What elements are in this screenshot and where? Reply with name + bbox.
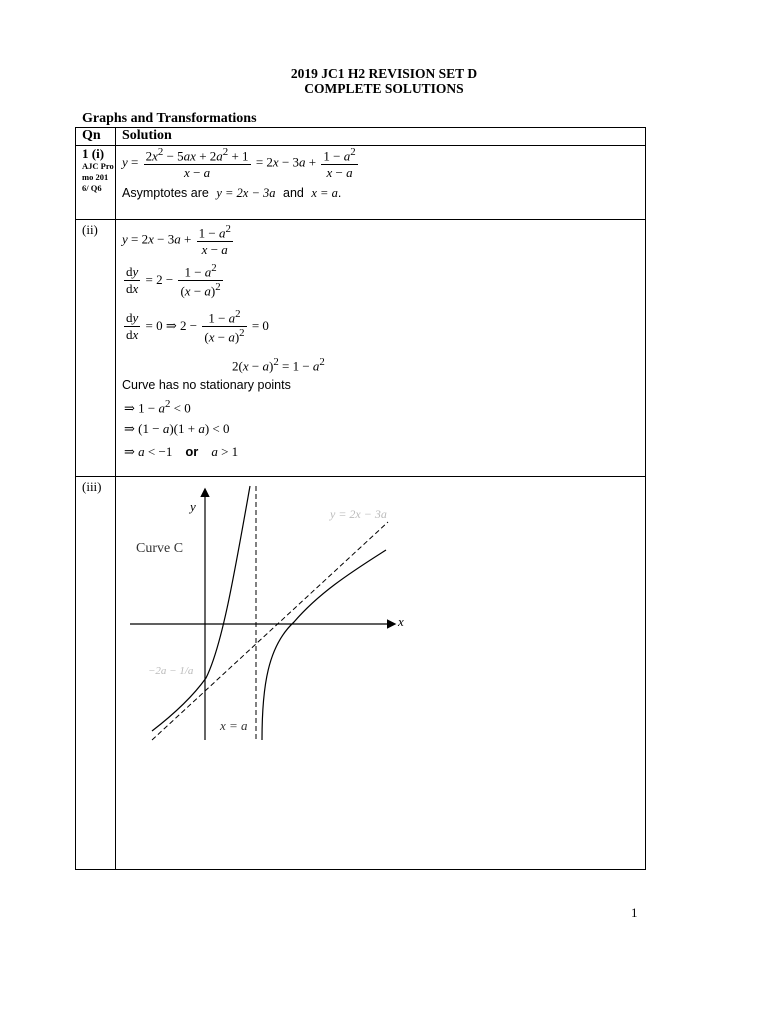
document-subtitle: COMPLETE SOLUTIONS: [304, 81, 464, 96]
curve-label: Curve C: [136, 541, 184, 556]
document-title: 2019 JC1 H2 REVISION SET D: [290, 66, 478, 81]
y-intercept-label: −2a − 1/a: [148, 665, 194, 677]
column-header-solution: Solution: [122, 128, 172, 143]
and-text: and: [283, 186, 304, 200]
inequality-3: ⇒ a < −1 or a > 1: [124, 444, 239, 459]
row-divider: [76, 219, 645, 220]
x-axis-label: x: [398, 614, 404, 629]
no-stationary-statement: Curve has no stationary points: [122, 378, 291, 392]
or-text: or: [185, 444, 199, 459]
oblique-asymptote-line: [152, 522, 388, 740]
section-heading: Graphs and Transformations: [82, 111, 257, 126]
question-number: (iii): [82, 479, 102, 494]
period: .: [337, 186, 342, 200]
asymptote-statement: [122, 186, 341, 201]
equation-derivative: $\frac{dy}{dx}$ = 2 − $\frac{1 - a^2}{(x - a)^2}$: [126, 262, 221, 299]
column-header-qn: Qn: [82, 128, 101, 143]
curve-sketch: [118, 476, 418, 756]
vertical-asymptote-label: x = a: [220, 718, 248, 733]
vertical-asymptote: x = a: [311, 186, 338, 200]
asymptote-text: Asymptotes are: [122, 186, 209, 200]
equation-derivative-zero: $\frac{dy}{dx}$ = 0 ⇒ 2 − $\frac{1 - a^2}{(x - a)^2}$ = 0: [126, 308, 269, 345]
equation-y: y = 2x − 3a + $\frac{1 - a^2}{x - a}$: [122, 223, 231, 258]
question-source: AJC Promo 2016/ Q6: [82, 161, 114, 193]
equation-partial-fraction: y = $\frac{2x^2 - 5ax + 2a^2 + 1}{x - a}$ = 2x − 3a + $\frac{1 - a^2}{x - a}$: [122, 146, 356, 181]
y-axis-label: y: [190, 499, 196, 514]
page-number: 1: [631, 905, 638, 920]
inequality-1: ⇒ $1 - a^2 < 0$: [124, 398, 191, 416]
curve-right-branch: [262, 550, 386, 740]
column-divider: [115, 128, 116, 869]
oblique-asymptote-label: y = 2x − 3a: [330, 507, 387, 521]
question-number: (ii): [82, 222, 98, 237]
oblique-asymptote: y = 2x − 3a: [216, 186, 276, 200]
inequality-2: ⇒ (1 − a)(1 + a) < 0: [124, 421, 230, 436]
question-number: 1 (i): [82, 146, 105, 161]
equation-rearranged: $2(x - a)^2 = 1 - a^2$: [232, 356, 325, 374]
